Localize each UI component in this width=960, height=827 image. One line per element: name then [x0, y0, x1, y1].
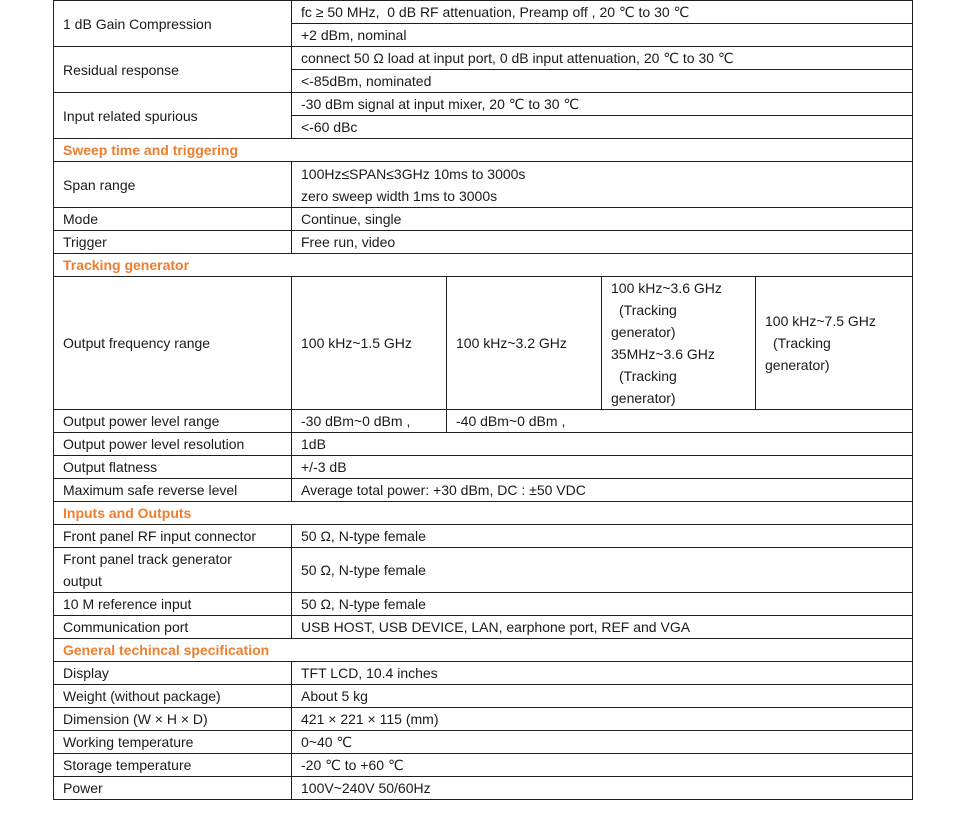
table-row [54, 1, 913, 24]
section-header-row [54, 639, 913, 662]
row-value: 1dB [292, 433, 913, 456]
span-line-1: 100Hz≤SPAN≤3GHz 10ms to 3000s [301, 165, 526, 182]
power-col-2: -40 dBm~0 dBm , [447, 410, 913, 433]
row-value: 100V~240V 50/60Hz [292, 777, 913, 800]
table-row [54, 548, 913, 593]
row-value: Free run, video [292, 231, 913, 254]
freq-col-4-line: generator) [765, 357, 830, 373]
row-label: Dimension (W × H × D) [54, 708, 292, 731]
tg-label-line-1: Front panel track generator [63, 551, 232, 567]
freq-col-2: 100 kHz~3.2 GHz [447, 277, 602, 410]
row-label: Communication port [54, 616, 292, 639]
row-condition: fc ≥ 50 MHz, 0 dB RF attenuation, Preamp off , 20 ℃ to 30 ℃ [292, 1, 913, 24]
table-row [54, 525, 913, 548]
freq-col-3-line: 35MHz~3.6 GHz [611, 346, 715, 362]
row-condition: -30 dBm signal at input mixer, 20 ℃ to 30 ℃ [292, 93, 913, 116]
freq-col-3-line: 100 kHz~3.6 GHz [611, 280, 722, 296]
section-header-general: General techincal specification [54, 639, 913, 662]
table-row [54, 479, 913, 502]
table-row [54, 685, 913, 708]
row-label: Maximum safe reverse level [54, 479, 292, 502]
row-label: Span range [54, 162, 292, 208]
table-row [54, 277, 913, 410]
table-row [54, 456, 913, 479]
row-label: 10 M reference input [54, 593, 292, 616]
table-row [54, 731, 913, 754]
row-value: 0~40 ℃ [292, 731, 913, 754]
row-value: 50 Ω, N-type female [292, 548, 913, 593]
section-header-row [54, 139, 913, 162]
freq-col-3-line: generator) [611, 324, 676, 340]
row-value: +/-3 dB [292, 456, 913, 479]
freq-col-1: 100 kHz~1.5 GHz [292, 277, 447, 410]
table-row [54, 47, 913, 70]
row-value: +2 dBm, nominal [292, 24, 913, 47]
row-label: Front panel RF input connector [54, 525, 292, 548]
table-row [54, 162, 913, 208]
row-label: Mode [54, 208, 292, 231]
row-label: Residual response [54, 47, 292, 93]
row-value: USB HOST, USB DEVICE, LAN, earphone port, REF and VGA [292, 616, 913, 639]
row-value: -20 ℃ to +60 ℃ [292, 754, 913, 777]
row-value: <-85dBm, nominated [292, 70, 913, 93]
row-value: <-60 dBc [292, 116, 913, 139]
freq-col-3-line: generator) [611, 390, 676, 406]
table-row [54, 93, 913, 116]
power-col-1: -30 dBm~0 dBm , [292, 410, 447, 433]
table-row [54, 777, 913, 800]
table-row [54, 208, 913, 231]
section-header-tracking: Tracking generator [54, 254, 913, 277]
row-condition: connect 50 Ω load at input port, 0 dB input attenuation, 20 ℃ to 30 ℃ [292, 47, 913, 70]
table-row [54, 708, 913, 731]
freq-col-4-line: (Tracking [773, 335, 831, 351]
row-value: 50 Ω, N-type female [292, 525, 913, 548]
freq-col-4 [756, 277, 913, 410]
section-header-io: Inputs and Outputs [54, 502, 913, 525]
row-value: Average total power: +30 dBm, DC : ±50 VDC [292, 479, 913, 502]
freq-col-3-line: (Tracking [619, 368, 677, 384]
table-row [54, 616, 913, 639]
section-header-row [54, 502, 913, 525]
row-label: Output flatness [54, 456, 292, 479]
row-value: 50 Ω, N-type female [292, 593, 913, 616]
row-label: Power [54, 777, 292, 800]
table-row [54, 433, 913, 456]
freq-col-3-line: (Tracking [619, 302, 677, 318]
row-value: 421 × 221 × 115 (mm) [292, 708, 913, 731]
row-value [292, 162, 913, 208]
table-row [54, 662, 913, 685]
section-header-row [54, 254, 913, 277]
section-header-sweep: Sweep time and triggering [54, 139, 913, 162]
row-label: Output frequency range [54, 277, 292, 410]
row-value: About 5 kg [292, 685, 913, 708]
freq-col-4-line: 100 kHz~7.5 GHz [765, 313, 876, 329]
row-label: Trigger [54, 231, 292, 254]
row-label: Output power level resolution [54, 433, 292, 456]
tg-label-line-2: output [63, 573, 102, 589]
spec-table [53, 0, 913, 800]
row-label: Storage temperature [54, 754, 292, 777]
row-label [54, 548, 292, 593]
row-value: Continue, single [292, 208, 913, 231]
row-label: Input related spurious [54, 93, 292, 139]
table-row [54, 754, 913, 777]
table-row [54, 593, 913, 616]
spec-table-container [53, 0, 912, 800]
row-value: TFT LCD, 10.4 inches [292, 662, 913, 685]
row-label: Display [54, 662, 292, 685]
table-row [54, 231, 913, 254]
table-row [54, 410, 913, 433]
span-line-2: zero sweep width 1ms to 3000s [301, 187, 498, 204]
row-label: Working temperature [54, 731, 292, 754]
row-label: Output power level range [54, 410, 292, 433]
freq-col-3 [602, 277, 756, 410]
row-label: Weight (without package) [54, 685, 292, 708]
row-label: 1 dB Gain Compression [54, 1, 292, 47]
